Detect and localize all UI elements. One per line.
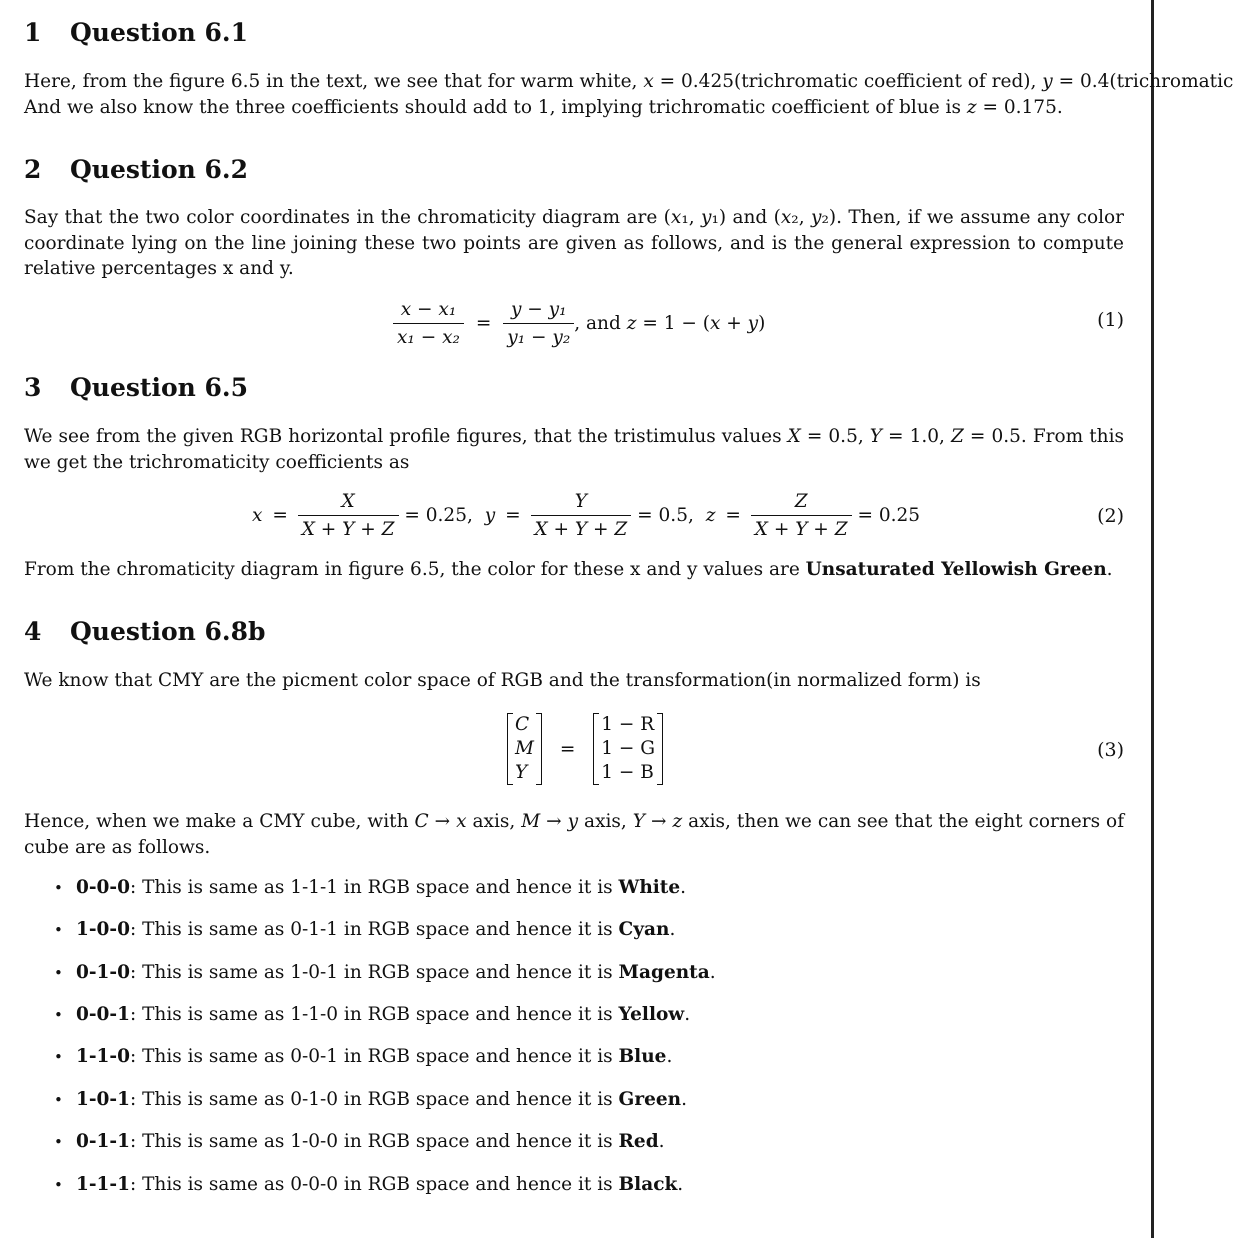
text: Say that the two color coordinates in the chromaticity diagram are ( xyxy=(24,207,671,228)
math-var: y xyxy=(567,811,579,832)
text: . xyxy=(677,1174,684,1195)
list-item xyxy=(54,962,716,983)
value: = 0.25 xyxy=(857,505,921,526)
corner-key: 1-1-1 xyxy=(76,1174,130,1195)
text: axis, then we can see that the eight corners of cube are as follows. xyxy=(24,811,1125,858)
corner-color: Yellow xyxy=(618,1004,685,1025)
text: ) xyxy=(758,313,766,334)
section-title: Question 6.5 xyxy=(70,373,249,402)
equals-sign: = xyxy=(272,505,288,526)
corner-color: Magenta xyxy=(618,962,710,983)
value: = 0.5, xyxy=(637,505,694,526)
section-3-conclusion xyxy=(24,557,1124,583)
matrix-cmy xyxy=(507,713,542,785)
text: : This is same as 1-1-0 in RGB space and hence it is xyxy=(129,1004,619,1025)
text: : This is same as 0-0-0 in RGB space and hence it is xyxy=(129,1174,619,1195)
text: axis, xyxy=(578,811,633,832)
text: . xyxy=(681,1089,687,1110)
arrow: → xyxy=(428,811,457,832)
bullet-icon: • xyxy=(54,1091,63,1109)
math-var: X xyxy=(787,426,801,447)
section-title: Question 6.1 xyxy=(70,18,249,47)
math-var: z xyxy=(705,505,716,526)
bullet-icon: • xyxy=(54,1176,63,1194)
bullet-icon: • xyxy=(54,964,63,982)
math-var: z xyxy=(672,811,683,832)
corner-color: Green xyxy=(618,1089,682,1110)
matrix-cell: 1 − G xyxy=(601,738,656,759)
equation-number: (3) xyxy=(1097,739,1124,761)
matrix-cell: M xyxy=(515,738,534,759)
denominator: y₁ − y₂ xyxy=(507,327,571,348)
text: : This is same as 1-1-1 in RGB space and hence it is xyxy=(129,877,619,898)
section-title: Question 6.8b xyxy=(70,617,266,646)
matrix-cell: 1 − R xyxy=(601,714,655,735)
math-var: x xyxy=(670,207,682,228)
math-var: x xyxy=(643,71,654,92)
corner-key: 0-0-1 xyxy=(76,1004,130,1025)
text: . xyxy=(709,962,716,983)
text: ₁, xyxy=(681,207,701,228)
text: . xyxy=(658,1131,665,1152)
equation-3 xyxy=(507,713,663,785)
corner-key: 0-1-0 xyxy=(76,962,130,983)
section-3-paragraph xyxy=(24,424,1124,475)
text: From the chromaticity diagram in figure 6.5, the color for these x and y values are xyxy=(24,559,806,580)
corner-color: Red xyxy=(618,1131,659,1152)
text: axis, xyxy=(466,811,522,832)
bullet-icon: • xyxy=(54,1133,63,1151)
bullet-icon: • xyxy=(54,1006,63,1024)
text: We see from the given RGB horizontal profile figures, that the tristimulus values xyxy=(24,426,788,447)
math-var: z xyxy=(626,313,637,334)
math-var: z xyxy=(966,97,977,118)
text: : This is same as 0-1-0 in RGB space and hence it is xyxy=(129,1089,619,1110)
text: . xyxy=(666,1046,673,1067)
corner-color: Cyan xyxy=(618,919,670,940)
section-2-heading xyxy=(24,155,248,184)
math-var: y xyxy=(484,505,496,526)
math-var: x xyxy=(456,811,467,832)
numerator: Y xyxy=(531,491,632,516)
corner-key: 0-1-1 xyxy=(76,1131,130,1152)
text: = 1 − ( xyxy=(636,313,710,334)
matrix-cell: C xyxy=(515,714,530,735)
equation-number: (2) xyxy=(1097,505,1124,527)
math-var: x xyxy=(252,505,263,526)
matrix-rgb xyxy=(593,713,663,785)
list-item xyxy=(54,1089,687,1110)
text: = 0.5. From this we get the trichromaticity coefficients as xyxy=(24,426,1124,473)
text: = 1.0, xyxy=(882,426,951,447)
text: And we also know the three coefficients should add to 1, implying trichromatic coefficient of blue is xyxy=(24,97,967,118)
fraction xyxy=(503,299,574,348)
text: : This is same as 0-0-1 in RGB space and hence it is xyxy=(129,1046,619,1067)
equation-2 xyxy=(252,491,920,540)
corner-key: 1-0-0 xyxy=(76,919,130,940)
denominator: X + Y + Z xyxy=(301,519,395,540)
text: ₂, xyxy=(791,207,811,228)
section-4-heading xyxy=(24,617,266,646)
math-var: x xyxy=(780,207,792,228)
denominator: x₁ − x₂ xyxy=(397,327,460,348)
denominator: X + Y + Z xyxy=(754,519,848,540)
math-var: C xyxy=(414,811,429,832)
corner-key: 1-0-1 xyxy=(76,1089,130,1110)
text: Hence, when we make a CMY cube, with xyxy=(24,811,415,832)
section-2-paragraph xyxy=(24,205,1124,282)
section-number: 2 xyxy=(24,155,42,184)
section-number: 1 xyxy=(24,18,42,47)
text: . xyxy=(680,877,687,898)
text: = 0.175. xyxy=(976,97,1063,118)
text: ₂). Then, if we assume any color coordinate lying on the line joining these two points are given as follows, and is the general expression to compute relative percentages x and y. xyxy=(24,207,1124,279)
math-var: x xyxy=(709,313,721,334)
matrix-cell: Y xyxy=(515,762,528,783)
section-4-intro: We know that CMY are the picment color space of RGB and the transformation(in normalized form) is xyxy=(24,670,981,691)
section-1-heading xyxy=(24,18,248,47)
section-4-hence xyxy=(24,809,1124,860)
fraction xyxy=(751,491,852,540)
equals-sign: = xyxy=(559,738,576,760)
arrow: → xyxy=(645,811,673,832)
text: . xyxy=(1106,559,1113,580)
fraction xyxy=(531,491,632,540)
corner-color: Black xyxy=(618,1174,678,1195)
matrix-cell: 1 − B xyxy=(601,762,654,783)
text: ₁) and ( xyxy=(711,207,781,228)
section-title: Question 6.2 xyxy=(70,155,249,184)
list-item xyxy=(54,919,675,940)
math-var: y xyxy=(1042,71,1053,92)
math-var: y xyxy=(701,207,712,228)
section-1-line-2 xyxy=(24,95,1124,121)
bullet-icon: • xyxy=(54,1048,63,1066)
list-item xyxy=(54,1131,665,1152)
arrow: → xyxy=(540,811,568,832)
answer-color: Unsaturated Yellowish Green xyxy=(805,559,1107,580)
equals-sign: = xyxy=(505,505,521,526)
bullet-icon: • xyxy=(54,879,63,897)
text: = 0.5, xyxy=(800,426,870,447)
equation-number: (1) xyxy=(1097,309,1124,331)
section-number: 4 xyxy=(24,617,42,646)
fraction xyxy=(298,491,399,540)
text: = 0.425(trichromatic coefficient of red), xyxy=(653,71,1043,92)
equals-sign: = xyxy=(475,313,492,334)
text: : This is same as 1-0-0 in RGB space and hence it is xyxy=(129,1131,619,1152)
equation-1 xyxy=(393,299,765,348)
text: , and xyxy=(574,313,627,334)
denominator: X + Y + Z xyxy=(534,519,628,540)
section-number: 3 xyxy=(24,373,42,402)
numerator: Z xyxy=(751,491,852,516)
section-1-line-1 xyxy=(24,69,1233,95)
text: + xyxy=(720,313,748,334)
math-var: Y xyxy=(632,811,645,832)
math-var: y xyxy=(747,313,759,334)
corner-key: 1-1-0 xyxy=(76,1046,130,1067)
corner-color: White xyxy=(618,877,681,898)
list-item xyxy=(54,877,686,898)
numerator: X xyxy=(298,491,399,516)
text: . xyxy=(684,1004,691,1025)
list-item xyxy=(54,1174,683,1195)
text: . xyxy=(669,919,676,940)
bullet-icon: • xyxy=(54,921,63,939)
numerator: y − y₁ xyxy=(503,299,574,324)
math-var: M xyxy=(521,811,541,832)
corner-key: 0-0-0 xyxy=(76,877,130,898)
math-var: y xyxy=(810,207,822,228)
text: = 0.4(trichromatic xyxy=(1052,71,1233,92)
list-item xyxy=(54,1046,672,1067)
math-var: Y xyxy=(869,426,882,447)
text: : This is same as 1-0-1 in RGB space and hence it is xyxy=(129,962,619,983)
numerator: x − x₁ xyxy=(393,299,464,324)
section-3-heading xyxy=(24,373,248,402)
text: : This is same as 0-1-1 in RGB space and hence it is xyxy=(129,919,619,940)
equals-sign: = xyxy=(725,505,741,526)
math-var: Z xyxy=(950,426,964,447)
list-item xyxy=(54,1004,690,1025)
fraction xyxy=(393,299,464,348)
text: Here, from the figure 6.5 in the text, we see that for warm white, xyxy=(24,71,644,92)
corner-color: Blue xyxy=(618,1046,667,1067)
value: = 0.25, xyxy=(404,505,473,526)
page-edge xyxy=(1151,0,1154,1238)
